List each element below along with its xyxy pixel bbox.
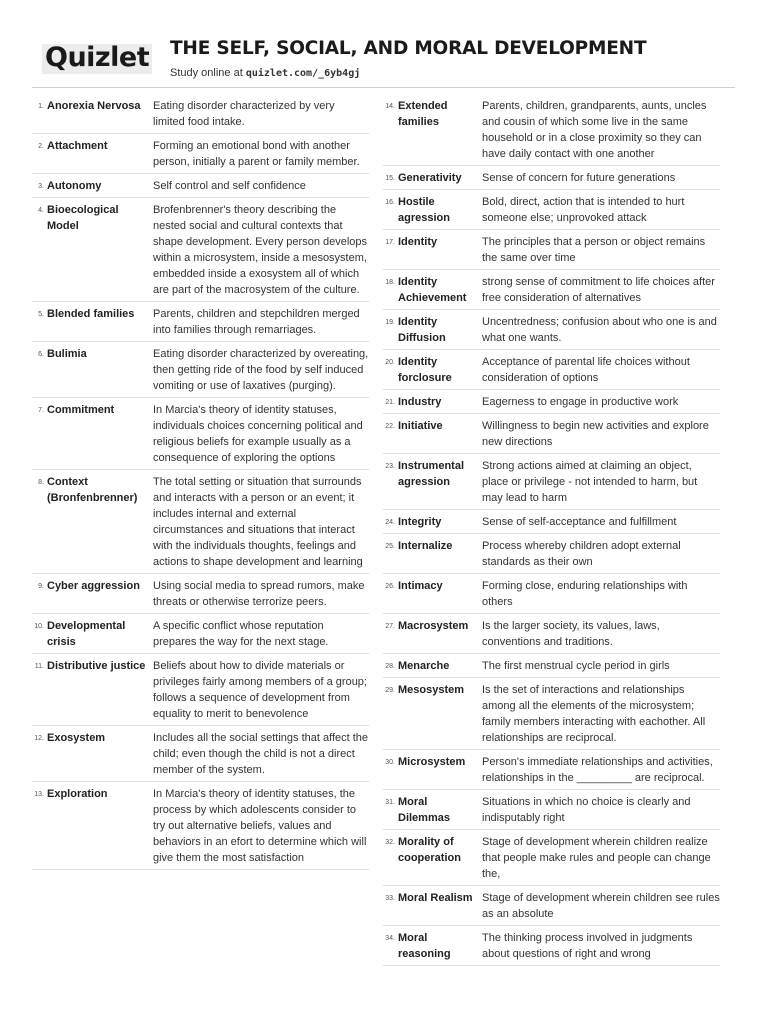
definition: The first menstrual cycle period in girls bbox=[482, 660, 670, 672]
definition: In Marcia's theory of identity statuses, individuals choices concerning political and religious beliefs for example usually as a consequence of exploring the options bbox=[153, 404, 363, 464]
definition: Stage of development wherein children see rules as an absolute bbox=[482, 892, 720, 920]
term-row bbox=[32, 470, 369, 574]
term: Exosystem bbox=[47, 732, 106, 744]
term-row bbox=[383, 390, 720, 414]
term-number: 6. bbox=[38, 351, 44, 358]
definition: The total setting or situation that surrounds and interacts with a person or an event; it includes internal and external circumstances and situations that interact with the individuals thoughts, feelings and actions to shape development and learning bbox=[153, 476, 363, 568]
definition: Process whereby children adopt external standards as their own bbox=[482, 540, 681, 568]
term-row bbox=[383, 790, 720, 830]
definition: Eagerness to engage in productive work bbox=[482, 396, 679, 408]
term-number: 4. bbox=[38, 207, 44, 214]
term-row bbox=[383, 534, 720, 574]
term-number: 12. bbox=[34, 735, 44, 742]
quizlet-logo: Quizlet bbox=[45, 42, 150, 73]
definition: Self control and self confidence bbox=[153, 180, 306, 192]
term-row bbox=[383, 350, 720, 390]
term-row bbox=[383, 574, 720, 614]
term: Cyber aggression bbox=[47, 580, 140, 592]
term-number: 1. bbox=[38, 103, 44, 110]
term: Exploration bbox=[47, 788, 108, 800]
page-subtitle bbox=[170, 67, 360, 79]
term-row bbox=[383, 270, 720, 310]
definition: Uncentredness; confusion about who one is and what one wants. bbox=[482, 316, 717, 344]
term-row bbox=[32, 654, 369, 726]
term: Intimacy bbox=[398, 580, 443, 592]
term: Hostile agression bbox=[398, 196, 450, 224]
term: Moral Dilemmas bbox=[398, 796, 450, 824]
term-row bbox=[32, 726, 369, 782]
term-number: 23. bbox=[385, 463, 395, 470]
term: Macrosystem bbox=[398, 620, 469, 632]
term: Bioecological Model bbox=[47, 204, 119, 232]
term-row bbox=[383, 230, 720, 270]
term: Industry bbox=[398, 396, 442, 408]
study-link[interactable]: quizlet.com/_6yb4gj bbox=[245, 68, 361, 79]
term: Developmental crisis bbox=[47, 620, 126, 648]
definition: Bold, direct, action that is intended to hurt someone else; unprovoked attack bbox=[482, 196, 685, 224]
term-row bbox=[383, 886, 720, 926]
term: Identity forclosure bbox=[398, 356, 452, 384]
term-number: 25. bbox=[385, 543, 395, 550]
term-row bbox=[383, 926, 720, 966]
definition: Parents, children and stepchildren merged into families through remarriages. bbox=[153, 308, 360, 336]
term-number: 7. bbox=[38, 407, 44, 414]
definition: Willingness to begin new activities and explore new directions bbox=[482, 420, 709, 448]
definition: Forming close, enduring relationships with others bbox=[482, 580, 688, 608]
term-row bbox=[32, 198, 369, 302]
term-row bbox=[32, 134, 369, 174]
definition: Sense of concern for future generations bbox=[482, 172, 676, 184]
term-number: 16. bbox=[385, 199, 395, 206]
definition: Parents, children, grandparents, aunts, uncles and cousin of which some live in the same household or in a close proximity so they can have daily contact with one another bbox=[482, 100, 707, 160]
term-number: 15. bbox=[385, 175, 395, 182]
term-number: 24. bbox=[385, 519, 395, 526]
definition: The principles that a person or object remains the same over time bbox=[482, 236, 706, 264]
term-row bbox=[383, 166, 720, 190]
definition: Acceptance of parental life choices without consideration of options bbox=[482, 356, 690, 384]
term-number: 22. bbox=[385, 423, 395, 430]
term-number: 30. bbox=[385, 759, 395, 766]
term: Generativity bbox=[398, 172, 462, 184]
term: Moral reasoning bbox=[398, 932, 451, 960]
definition: Using social media to spread rumors, make threats or otherwise terrorize peers. bbox=[153, 580, 365, 608]
term-row bbox=[32, 614, 369, 654]
term-number: 34. bbox=[385, 935, 395, 942]
term-number: 13. bbox=[34, 791, 44, 798]
term: Identity Achievement bbox=[398, 276, 467, 304]
term-row bbox=[383, 94, 720, 166]
term: Microsystem bbox=[398, 756, 466, 768]
definition: The thinking process involved in judgments about questions of right and wrong bbox=[482, 932, 693, 960]
term: Bulimia bbox=[47, 348, 87, 360]
definition: Eating disorder characterized by overeating, then getting ride of the food by self induced vomiting or use of laxatives (purging). bbox=[153, 348, 369, 392]
term-row bbox=[383, 454, 720, 510]
definition: Is the larger society, its values, laws, conventions and traditions. bbox=[482, 620, 660, 648]
term-row bbox=[383, 654, 720, 678]
term-number: 9. bbox=[38, 583, 44, 590]
term-row bbox=[383, 614, 720, 654]
term-number: 28. bbox=[385, 663, 395, 670]
term: Initiative bbox=[398, 420, 443, 432]
term: Blended families bbox=[47, 308, 135, 320]
term-number: 2. bbox=[38, 143, 44, 150]
term: Extended families bbox=[398, 100, 448, 128]
term-row bbox=[383, 190, 720, 230]
term-number: 26. bbox=[385, 583, 395, 590]
term: Anorexia Nervosa bbox=[47, 100, 141, 112]
definition: A specific conflict whose reputation prepares the way for the next stage. bbox=[153, 620, 329, 648]
term: Morality of cooperation bbox=[398, 836, 461, 864]
subtitle-prefix: Study online at bbox=[170, 67, 246, 79]
term-row bbox=[32, 302, 369, 342]
term-number: 19. bbox=[385, 319, 395, 326]
term-row bbox=[32, 574, 369, 614]
term-number: 5. bbox=[38, 311, 44, 318]
term-number: 20. bbox=[385, 359, 395, 366]
term-row bbox=[383, 510, 720, 534]
term-row bbox=[383, 750, 720, 790]
term-number: 10. bbox=[34, 623, 44, 630]
term: Context (Bronfenbrenner) bbox=[47, 476, 138, 504]
term: Autonomy bbox=[47, 180, 102, 192]
term: Internalize bbox=[398, 540, 453, 552]
term: Menarche bbox=[398, 660, 450, 672]
definition: Beliefs about how to divide materials or privileges fairly among members of a group; follows a sequence of development from equality to merit to benevolence bbox=[153, 660, 367, 720]
term: Mesosystem bbox=[398, 684, 465, 696]
term-number: 27. bbox=[385, 623, 395, 630]
term-number: 11. bbox=[34, 663, 44, 670]
term-row bbox=[32, 94, 369, 134]
definition: strong sense of commitment to life choices after free consideration of alternatives bbox=[482, 276, 715, 304]
term: Identity Diffusion bbox=[398, 316, 446, 344]
term: Instrumental agression bbox=[398, 460, 465, 488]
term-row bbox=[383, 830, 720, 886]
definition: Includes all the social settings that affect the child; even though the child is not a direct member of the system. bbox=[153, 732, 369, 776]
term-row bbox=[32, 174, 369, 198]
header-divider bbox=[32, 87, 735, 88]
definition: Strong actions aimed at claiming an object, place or privilege - not intended to harm, but may lead to harm bbox=[482, 460, 698, 504]
term-number: 17. bbox=[385, 239, 395, 246]
definition: In Marcia's theory of identity statuses, the process by which adolescents consider to try out alternative beliefs, values and behaviors in an efort to determine which will give them the most satisfaction bbox=[153, 788, 367, 864]
definition: Situations in which no choice is clearly and indisputably right bbox=[482, 796, 691, 824]
right-term-list bbox=[383, 94, 720, 966]
definition: Sense of self-acceptance and fulfillment bbox=[482, 516, 677, 528]
definition: Brofenbrenner's theory describing the nested social and cultural contexts that shape development. Every person develops within a microsystem, inside a mesosystem, embedded inside a exosystem all of which are part of the macrosystem of the culture. bbox=[153, 204, 368, 296]
definition: Person's immediate relationships and activities, relationships in the _________ are reciprocal. bbox=[482, 756, 713, 784]
term-row bbox=[32, 398, 369, 470]
term: Commitment bbox=[47, 404, 115, 416]
term-number: 29. bbox=[385, 687, 395, 694]
term-number: 14. bbox=[385, 103, 395, 110]
term-row bbox=[383, 414, 720, 454]
term-row bbox=[32, 342, 369, 398]
term: Integrity bbox=[398, 516, 442, 528]
left-term-list bbox=[32, 94, 369, 870]
definition: Stage of development wherein children realize that people make rules and people can change the, bbox=[482, 836, 711, 880]
term-number: 3. bbox=[38, 183, 44, 190]
term: Distributive justice bbox=[47, 660, 146, 672]
term: Identity bbox=[398, 236, 438, 248]
term-number: 18. bbox=[385, 279, 395, 286]
term-number: 8. bbox=[38, 479, 44, 486]
term-number: 31. bbox=[385, 799, 395, 806]
definition: Is the set of interactions and relationships among all the elements of the microsystem; family members interacting with eachother. All relationships are reciprocal. bbox=[482, 684, 706, 744]
page-title: THE SELF, SOCIAL, AND MORAL DEVELOPMENT bbox=[170, 38, 647, 59]
term-row bbox=[383, 678, 720, 750]
term-number: 32. bbox=[385, 839, 395, 846]
term: Attachment bbox=[47, 140, 108, 152]
term: Moral Realism bbox=[398, 892, 473, 904]
term-number: 21. bbox=[385, 399, 395, 406]
page-header bbox=[40, 34, 740, 86]
definition: Eating disorder characterized by very limited food intake. bbox=[153, 100, 335, 128]
term-number: 33. bbox=[385, 895, 395, 902]
term-row bbox=[32, 782, 369, 870]
term-row bbox=[383, 310, 720, 350]
definition: Forming an emotional bond with another person, initially a parent or family member. bbox=[153, 140, 360, 168]
